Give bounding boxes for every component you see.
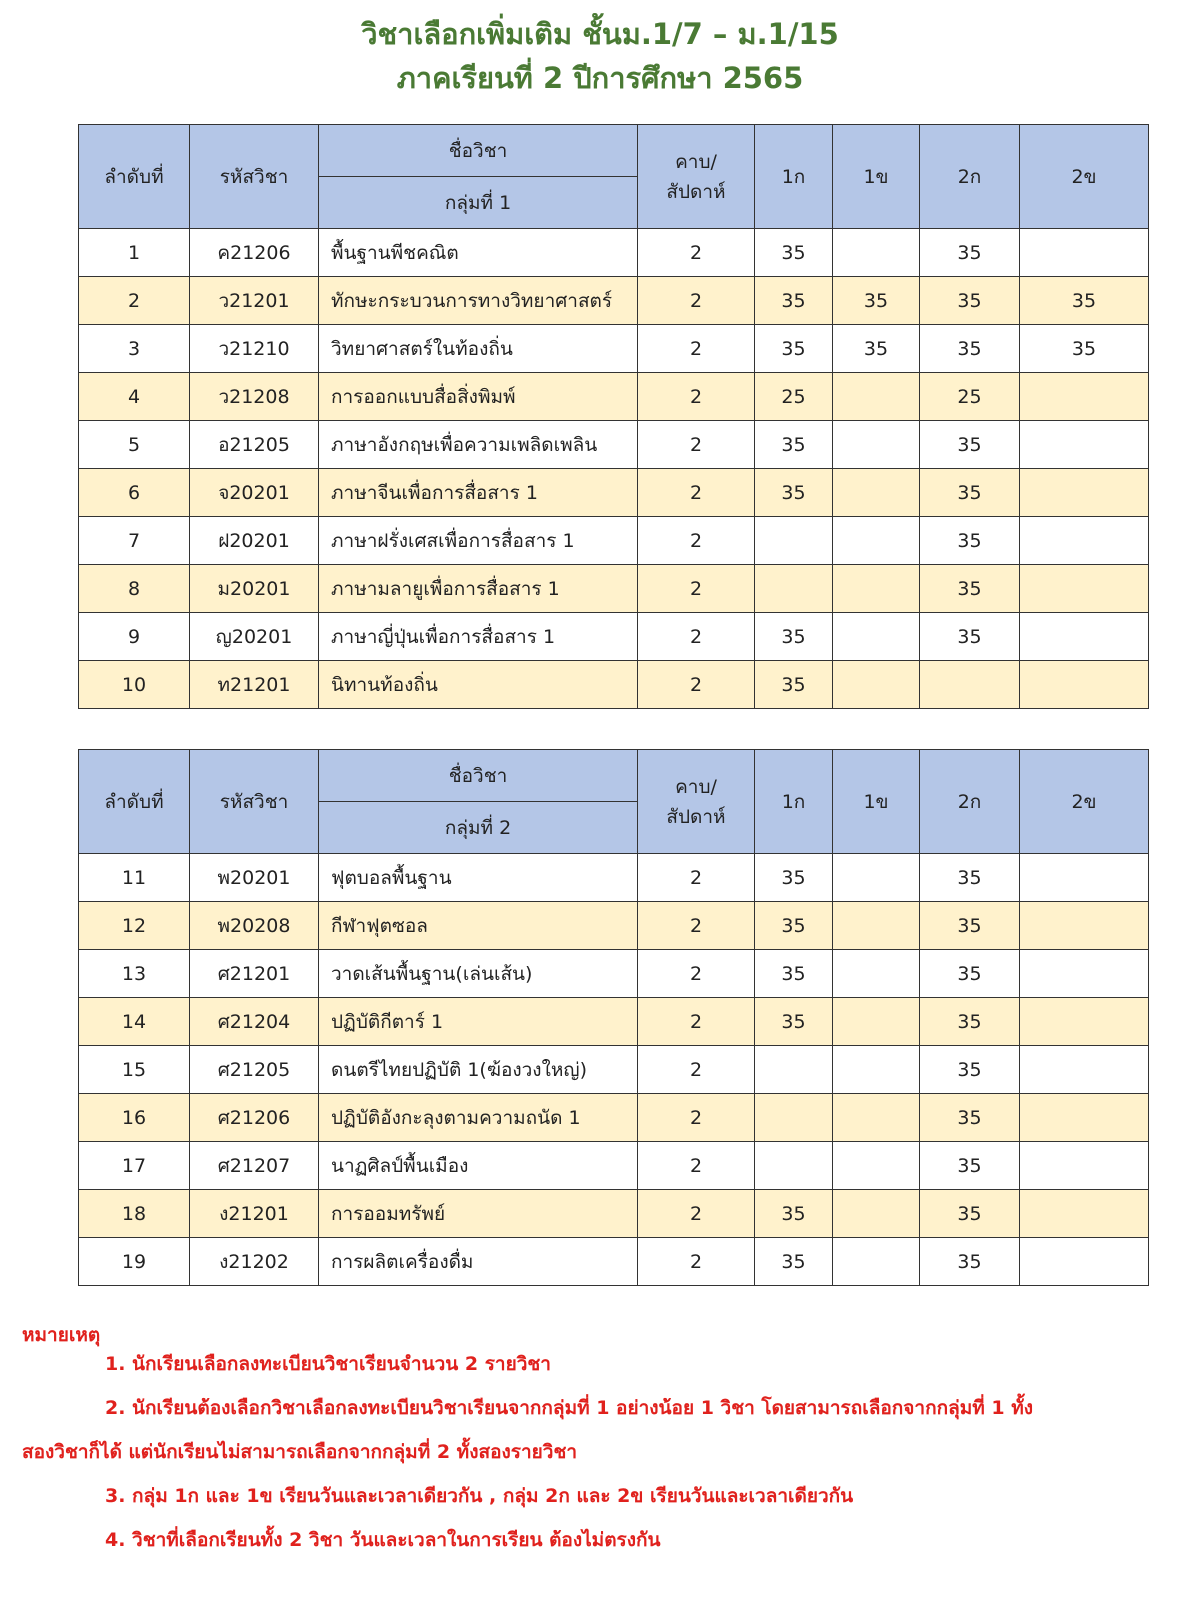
cell-periods: 2 (638, 373, 755, 421)
cell-1k: 35 (755, 854, 833, 902)
cell-order: 6 (79, 469, 190, 517)
cell-2k: 35 (920, 1046, 1020, 1094)
cell-name: นิทานท้องถิ่น (319, 661, 638, 709)
cell-code: ศ21206 (190, 1094, 319, 1142)
table-row (79, 661, 1149, 709)
cell-name: ปฏิบัติกีตาร์ 1 (319, 998, 638, 1046)
header-name: ชื่อวิชา (319, 750, 638, 802)
cell-2kh (1020, 661, 1149, 709)
cell-order: 10 (79, 661, 190, 709)
cell-code: ศ21204 (190, 998, 319, 1046)
cell-2kh (1020, 902, 1149, 950)
cell-order: 11 (79, 854, 190, 902)
cell-periods: 2 (638, 661, 755, 709)
cell-2kh: 35 (1020, 325, 1149, 373)
group2-table (78, 749, 1149, 1286)
cell-code: ค21206 (190, 229, 319, 277)
table-row (79, 1142, 1149, 1190)
cell-2kh (1020, 565, 1149, 613)
header-1k: 1ก (755, 750, 833, 854)
header-order: ลำดับที่ (79, 750, 190, 854)
table-row (79, 421, 1149, 469)
cell-order: 17 (79, 1142, 190, 1190)
cell-periods: 2 (638, 565, 755, 613)
cell-periods: 2 (638, 1094, 755, 1142)
cell-1kh (833, 565, 920, 613)
table-row (79, 565, 1149, 613)
cell-1k: 35 (755, 229, 833, 277)
cell-periods: 2 (638, 1238, 755, 1286)
cell-name: ปฏิบัติอังกะลุงตามความถนัด 1 (319, 1094, 638, 1142)
table-row (79, 373, 1149, 421)
header-code: รหัสวิชา (190, 125, 319, 229)
table-row (79, 1238, 1149, 1286)
page-subtitle: ภาคเรียนที่ 2 ปีการศึกษา 2565 (396, 61, 804, 95)
cell-periods: 2 (638, 229, 755, 277)
cell-1kh (833, 902, 920, 950)
cell-1kh (833, 661, 920, 709)
cell-2kh (1020, 517, 1149, 565)
cell-name: นาฏศิลป์พื้นเมือง (319, 1142, 638, 1190)
table-row (79, 613, 1149, 661)
cell-1k: 35 (755, 469, 833, 517)
cell-1k (755, 1046, 833, 1094)
cell-2k: 35 (920, 950, 1020, 998)
cell-code: พ20201 (190, 854, 319, 902)
group2-rows (79, 854, 1149, 1286)
header-periods-line1: คาบ/ (675, 150, 717, 173)
cell-order: 5 (79, 421, 190, 469)
header-periods-line1: คาบ/ (675, 775, 717, 798)
note-4-text: 4. วิชาที่เลือกเรียนทั้ง 2 วิชา วันและเวลาในการเรียน ต้องไม่ตรงกัน (105, 1529, 661, 1551)
table-row (79, 1094, 1149, 1142)
note-3-text: 3. กลุ่ม 1ก และ 1ข เรียนวันและเวลาเดียวกัน , กลุ่ม 2ก และ 2ข เรียนวันและเวลาเดียวกัน (105, 1485, 854, 1507)
cell-periods: 2 (638, 613, 755, 661)
cell-1kh (833, 517, 920, 565)
cell-order: 7 (79, 517, 190, 565)
cell-order: 8 (79, 565, 190, 613)
cell-1kh (833, 950, 920, 998)
cell-2k: 35 (920, 565, 1020, 613)
cell-order: 2 (79, 277, 190, 325)
note-1 (22, 1342, 1182, 1386)
header-1k: 1ก (755, 125, 833, 229)
table-row (79, 854, 1149, 902)
cell-2k: 35 (920, 469, 1020, 517)
header-2k: 2ก (920, 125, 1020, 229)
cell-name: กีฬาฟุตซอล (319, 902, 638, 950)
cell-1kh (833, 229, 920, 277)
cell-2k: 35 (920, 277, 1020, 325)
cell-code: ว21210 (190, 325, 319, 373)
cell-code: ว21208 (190, 373, 319, 421)
cell-1k (755, 1142, 833, 1190)
cell-1kh (833, 1142, 920, 1190)
header-code: รหัสวิชา (190, 750, 319, 854)
cell-2k: 35 (920, 902, 1020, 950)
cell-2kh (1020, 1046, 1149, 1094)
cell-1k: 35 (755, 325, 833, 373)
cell-1k: 35 (755, 998, 833, 1046)
cell-code: ศ21207 (190, 1142, 319, 1190)
cell-order: 15 (79, 1046, 190, 1094)
cell-code: ว21201 (190, 277, 319, 325)
cell-code: ง21202 (190, 1238, 319, 1286)
cell-name: ภาษาฝรั่งเศสเพื่อการสื่อสาร 1 (319, 517, 638, 565)
cell-code: จ20201 (190, 469, 319, 517)
cell-2k: 35 (920, 1190, 1020, 1238)
cell-periods: 2 (638, 325, 755, 373)
cell-2kh (1020, 1142, 1149, 1190)
table-row (79, 1190, 1149, 1238)
cell-code: ญ20201 (190, 613, 319, 661)
cell-order: 3 (79, 325, 190, 373)
header-1kh: 1ข (833, 125, 920, 229)
cell-1k: 35 (755, 277, 833, 325)
cell-1k (755, 565, 833, 613)
table-row (79, 517, 1149, 565)
cell-name: การออกแบบสื่อสิ่งพิมพ์ (319, 373, 638, 421)
cell-order: 14 (79, 998, 190, 1046)
cell-name: วิทยาศาสตร์ในท้องถิ่น (319, 325, 638, 373)
cell-2kh (1020, 469, 1149, 517)
header-order: ลำดับที่ (79, 125, 190, 229)
header-1kh: 1ข (833, 750, 920, 854)
header-2kh: 2ข (1020, 750, 1149, 854)
cell-order: 16 (79, 1094, 190, 1142)
table-row (79, 902, 1149, 950)
note-2-text: 2. นักเรียนต้องเลือกวิชาเลือกลงทะเบียนวิชาเรียนจากกลุ่มที่ 1 อย่างน้อย 1 วิชา โดยสามารถเลือกจากกลุ่มที่ 1 ทั้ง (105, 1397, 1034, 1419)
cell-code: ศ21201 (190, 950, 319, 998)
cell-1kh: 35 (833, 277, 920, 325)
cell-2k: 35 (920, 517, 1020, 565)
cell-order: 1 (79, 229, 190, 277)
cell-1k (755, 1094, 833, 1142)
cell-name: ภาษาจีนเพื่อการสื่อสาร 1 (319, 469, 638, 517)
cell-periods: 2 (638, 1046, 755, 1094)
note-2-continued: สองวิชาก็ได้ แต่นักเรียนไม่สามารถเลือกจากกลุ่มที่ 2 ทั้งสองรายวิชา (22, 1441, 578, 1463)
cell-order: 19 (79, 1238, 190, 1286)
cell-order: 13 (79, 950, 190, 998)
cell-name: การออมทรัพย์ (319, 1190, 638, 1238)
cell-1k: 35 (755, 950, 833, 998)
cell-periods: 2 (638, 998, 755, 1046)
cell-2k: 35 (920, 998, 1020, 1046)
cell-1kh (833, 998, 920, 1046)
cell-2kh (1020, 950, 1149, 998)
cell-1kh (833, 1094, 920, 1142)
group1-table (78, 124, 1149, 709)
cell-1kh (833, 613, 920, 661)
cell-code: อ21205 (190, 421, 319, 469)
cell-2k (920, 661, 1020, 709)
header-periods (638, 750, 755, 854)
page-title: วิชาเลือกเพิ่มเติม ชั้นม.1/7 – ม.1/15 (361, 17, 839, 51)
table-row (79, 950, 1149, 998)
header-name: ชื่อวิชา (319, 125, 638, 177)
cell-2k: 35 (920, 325, 1020, 373)
cell-1k: 35 (755, 661, 833, 709)
cell-1k: 35 (755, 613, 833, 661)
group1-rows (79, 229, 1149, 709)
cell-periods: 2 (638, 854, 755, 902)
cell-code: ฝ20201 (190, 517, 319, 565)
cell-2k: 35 (920, 1142, 1020, 1190)
cell-2k: 35 (920, 613, 1020, 661)
header-periods-line2: สัปดาห์ (666, 805, 726, 828)
cell-name: ภาษาญี่ปุ่นเพื่อการสื่อสาร 1 (319, 613, 638, 661)
cell-name: ภาษาอังกฤษเพื่อความเพลิดเพลิน (319, 421, 638, 469)
cell-1k: 35 (755, 1190, 833, 1238)
cell-2kh (1020, 998, 1149, 1046)
table-row (79, 229, 1149, 277)
cell-2kh (1020, 1190, 1149, 1238)
cell-2kh (1020, 1238, 1149, 1286)
group1-label: กลุ่มที่ 1 (319, 177, 638, 229)
cell-periods: 2 (638, 421, 755, 469)
note-2 (22, 1386, 1182, 1430)
cell-2kh: 35 (1020, 277, 1149, 325)
cell-2k: 35 (920, 1238, 1020, 1286)
cell-1kh: 35 (833, 325, 920, 373)
cell-2kh (1020, 229, 1149, 277)
table-row (79, 469, 1149, 517)
table-row (79, 1046, 1149, 1094)
header-periods (638, 125, 755, 229)
cell-2kh (1020, 373, 1149, 421)
cell-code: ท21201 (190, 661, 319, 709)
cell-periods: 2 (638, 469, 755, 517)
cell-1kh (833, 373, 920, 421)
cell-2k: 35 (920, 421, 1020, 469)
cell-2k: 25 (920, 373, 1020, 421)
cell-name: การผลิตเครื่องดื่ม (319, 1238, 638, 1286)
cell-1kh (833, 469, 920, 517)
cell-1kh (833, 421, 920, 469)
cell-1kh (833, 1190, 920, 1238)
table-row (79, 277, 1149, 325)
group2-label: กลุ่มที่ 2 (319, 802, 638, 854)
cell-name: ฟุตบอลพื้นฐาน (319, 854, 638, 902)
cell-code: พ20208 (190, 902, 319, 950)
cell-1k: 25 (755, 373, 833, 421)
cell-2k: 35 (920, 1094, 1020, 1142)
cell-order: 9 (79, 613, 190, 661)
notes-heading: หมายเหตุ (22, 1324, 101, 1346)
cell-periods: 2 (638, 902, 755, 950)
cell-name: พื้นฐานพีชคณิต (319, 229, 638, 277)
cell-periods: 2 (638, 517, 755, 565)
cell-order: 4 (79, 373, 190, 421)
cell-code: ศ21205 (190, 1046, 319, 1094)
cell-2kh (1020, 421, 1149, 469)
cell-name: ทักษะกระบวนการทางวิทยาศาสตร์ (319, 277, 638, 325)
cell-1k (755, 517, 833, 565)
cell-order: 18 (79, 1190, 190, 1238)
cell-2k: 35 (920, 229, 1020, 277)
cell-2kh (1020, 1094, 1149, 1142)
cell-periods: 2 (638, 950, 755, 998)
cell-1k: 35 (755, 902, 833, 950)
cell-name: ดนตรีไทยปฏิบัติ 1(ฆ้องวงใหญ่) (319, 1046, 638, 1094)
cell-name: วาดเส้นพื้นฐาน(เล่นเส้น) (319, 950, 638, 998)
cell-1kh (833, 854, 920, 902)
cell-1k: 35 (755, 1238, 833, 1286)
cell-periods: 2 (638, 1190, 755, 1238)
cell-periods: 2 (638, 1142, 755, 1190)
note-1-text: 1. นักเรียนเลือกลงทะเบียนวิชาเรียนจำนวน 2 รายวิชา (105, 1353, 551, 1375)
cell-2kh (1020, 613, 1149, 661)
header-2kh: 2ข (1020, 125, 1149, 229)
header-2k: 2ก (920, 750, 1020, 854)
cell-periods: 2 (638, 277, 755, 325)
cell-code: ม20201 (190, 565, 319, 613)
cell-1kh (833, 1046, 920, 1094)
cell-name: ภาษามลายูเพื่อการสื่อสาร 1 (319, 565, 638, 613)
note-3 (22, 1474, 1182, 1518)
note-4 (22, 1518, 1182, 1562)
table-row (79, 998, 1149, 1046)
table-row (79, 325, 1149, 373)
cell-1k: 35 (755, 421, 833, 469)
cell-2kh (1020, 854, 1149, 902)
cell-1kh (833, 1238, 920, 1286)
cell-code: ง21201 (190, 1190, 319, 1238)
cell-2k: 35 (920, 854, 1020, 902)
header-periods-line2: สัปดาห์ (666, 180, 726, 203)
cell-order: 12 (79, 902, 190, 950)
